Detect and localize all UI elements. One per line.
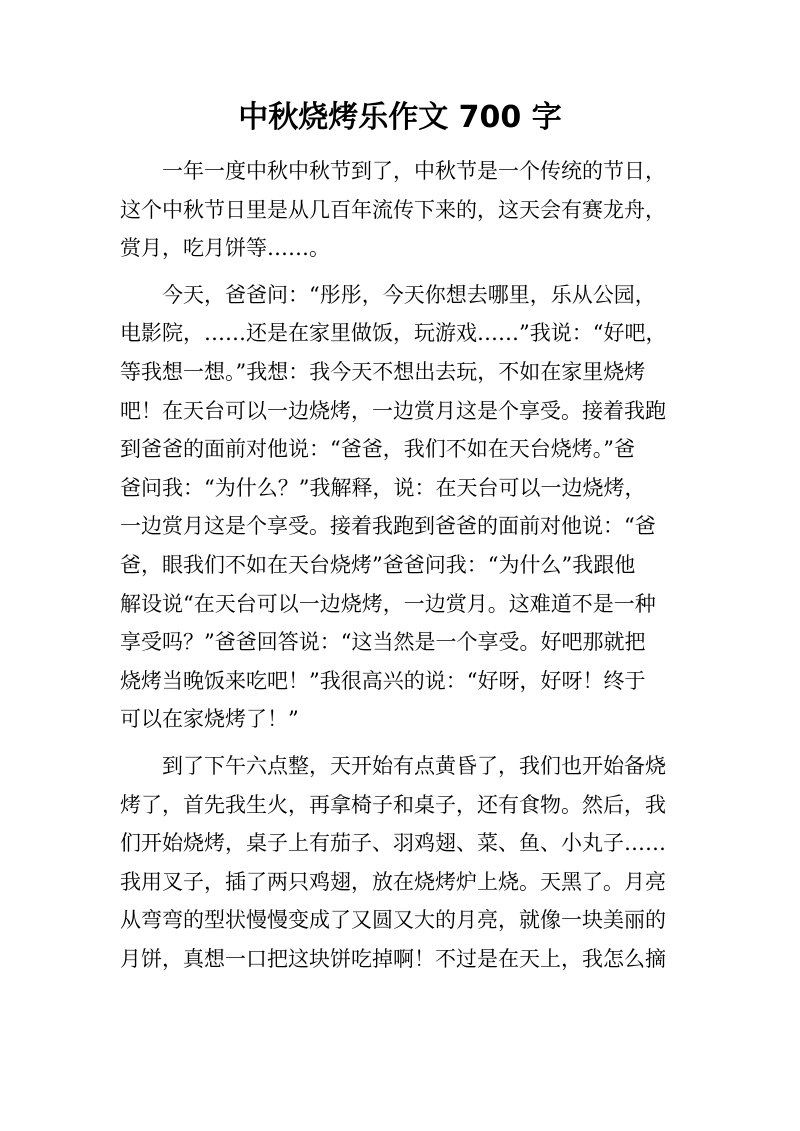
text-line: 解设说“在天台可以一边烧烤，一边赏月。这难道不是一种 (120, 591, 656, 616)
text-line: 我用叉子，插了两只鸡翅，放在烧烤炉上烧。天黑了。月亮 (120, 869, 666, 894)
text-line: 烤了，首先我生火，再拿椅子和桌子，还有食物。然后，我 (120, 792, 666, 817)
text-line: 从弯弯的型状慢慢变成了又圆又大的月亮，就像一块美丽的 (120, 908, 666, 933)
paragraph-1 (120, 152, 682, 268)
text-line: 赏月，吃月饼等……。 (120, 236, 330, 261)
text-line: 爸，眼我们不如在天台烧烤”爸爸问我：“为什么”我跟他 (120, 552, 636, 577)
paragraph-gap (120, 739, 682, 747)
text-line: 一边赏月这是个享受。接着我跑到爸爸的面前对他说：“爸 (120, 514, 656, 539)
document-title: 中秋烧烤乐作文 700 字 (238, 100, 562, 135)
paragraph-gap (120, 268, 682, 276)
text-line: 一年一度中秋中秋节到了，中秋节是一个传统的节日， (162, 159, 666, 183)
text-line: 享受吗？”爸爸回答说：“这当然是一个享受。好吧那就把 (120, 630, 646, 655)
text-line: 电影院，……还是在家里做饭，玩游戏……”我说：“好吧， (120, 321, 667, 346)
text-line: 到了下午六点整，天开始有点黄昏了，我们也开始备烧 (162, 753, 666, 778)
paragraph-3 (120, 747, 682, 979)
text-line: 烧烤当晚饭来吃吧！”我很高兴的说：“好呀，好呀！终于 (120, 668, 646, 693)
text-line: 可以在家烧烤了！” (120, 707, 299, 732)
document-body (120, 152, 682, 978)
text-line: 等我想一想。”我想：我今天不想出去玩，不如在家里烧烤 (120, 359, 646, 384)
text-line: 月饼，真想一口把这块饼吃掉啊！不过是在天上，我怎么摘 (120, 946, 666, 971)
text-line: 今天，爸爸问：“彤彤，今天你想去哪里，乐从公园， (162, 282, 656, 307)
text-line: 吧！在天台可以一边烧烤，一边赏月这是个享受。接着我跑 (120, 398, 666, 423)
paragraph-2 (120, 276, 682, 739)
text-line: 们开始烧烤，桌子上有茄子、羽鸡翅、菜、鱼、小丸子…… (120, 831, 666, 856)
text-line: 这个中秋节日里是从几百年流传下来的，这天会有赛龙舟， (120, 197, 666, 222)
text-line: 爸问我：“为什么？”我解释，说：在天台可以一边烧烤， (120, 475, 646, 500)
text-line: 到爸爸的面前对他说：“爸爸，我们不如在天台烧烤。”爸 (120, 437, 635, 462)
